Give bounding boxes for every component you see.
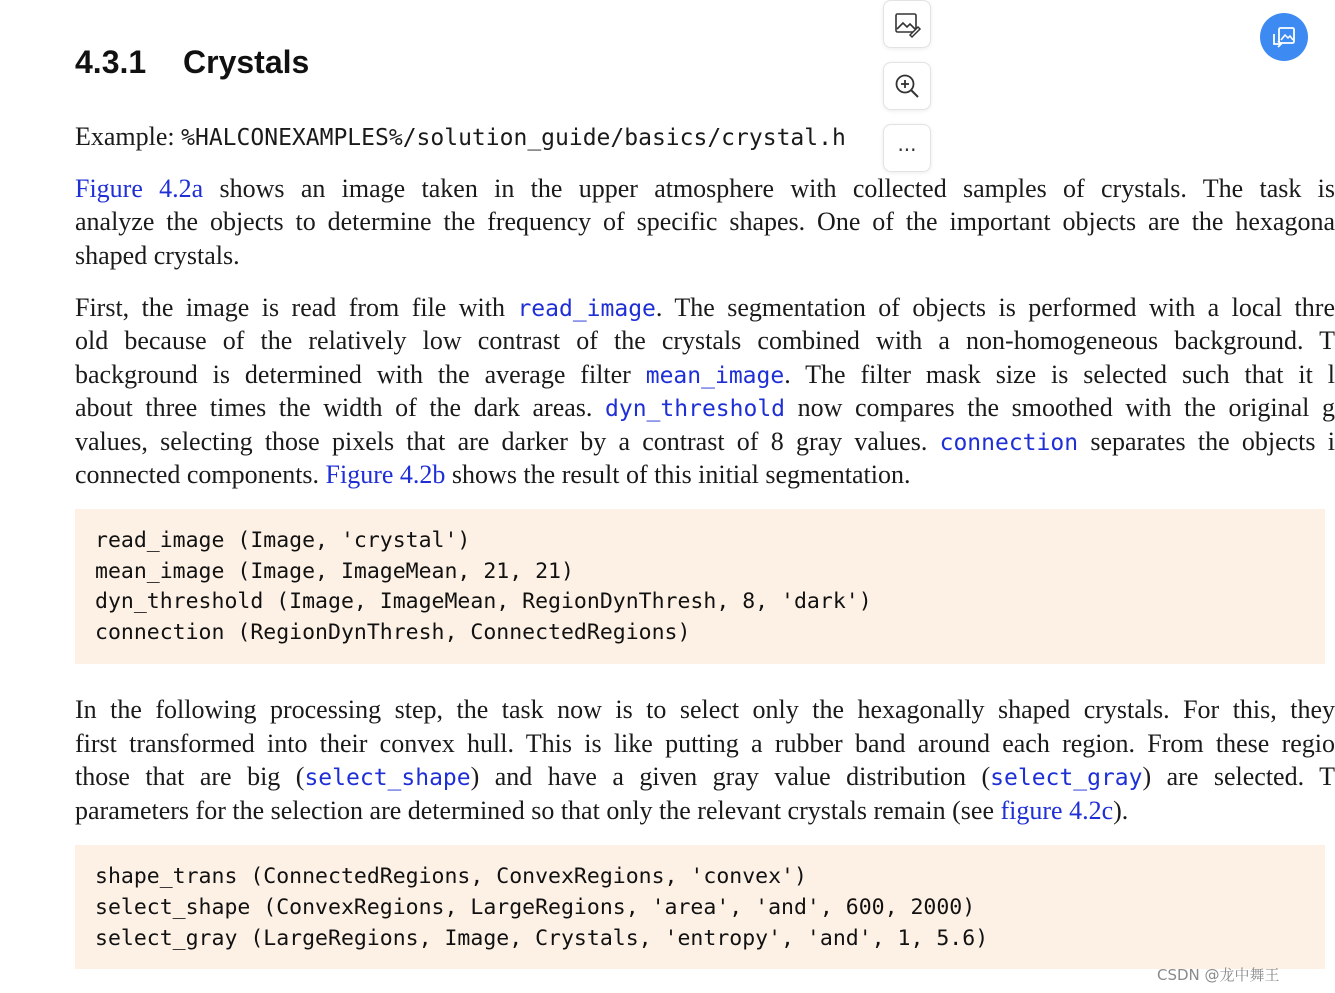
code1-line3: dyn_threshold (Image, ImageMean, RegionDynThresh, 8, 'dark') [95,589,872,614]
translate-button[interactable] [1260,13,1308,61]
translate-image-icon [1269,22,1299,52]
zoom-in-icon [893,72,921,100]
para3-line3-b: ) and have a given gray value distribution ( [470,762,991,791]
para2-line6-b: shows the result of this initial segmentation. [445,460,911,489]
connection-link[interactable]: connection [939,430,1079,456]
example-line [75,122,898,152]
code2-line2: select_shape (ConvexRegions, LargeRegions, 'area', 'and', 600, 2000) [95,895,976,920]
mean-image-link[interactable]: mean_image [645,363,785,389]
para3-line2: first transformed into their convex hull. This is like putting a rubber band around each region. From these regio [75,729,1335,758]
image-edit-icon [893,10,921,38]
para2-line5-a: values, selecting those pixels that are darker by a contrast of 8 gray values. [75,427,940,456]
para1-line1-text: shows an image taken in the upper atmosphere with collected samples of crystals. The task is [203,174,1335,203]
code-block-1 [75,509,1325,664]
para3-line3 [75,762,1335,792]
example-label: Example: [75,122,175,151]
para2-line4 [75,393,1335,423]
annotate-image-button[interactable] [883,0,931,48]
example-path: %HALCONEXAMPLES%/solution_guide/basics/crystal.h [181,125,846,151]
more-options-button[interactable] [883,124,931,172]
para3-line1: In the following processing step, the task now is to select only the hexagonally shaped crystals. For this, they [75,695,1335,724]
para1-line2: analyze the objects to determine the frequency of specific shapes. One of the important objects are the hexagona [75,207,1335,236]
para2-line3 [75,360,1335,390]
para1-line1 [75,174,1335,204]
select-gray-link[interactable]: select_gray [990,765,1143,791]
code2-line3: select_gray (LargeRegions, Image, Crystals, 'entropy', 'and', 1, 5.6) [95,926,989,951]
para2-line6 [75,460,910,490]
para2-line3-b: . The filter mask size is selected such that it l [784,360,1335,389]
para3-line4-b: ). [1113,796,1129,825]
figure-4-2a-link[interactable]: Figure 4.2a [75,174,204,203]
para2-line6-a: connected components. [75,460,326,489]
read-image-link[interactable]: read_image [517,296,656,322]
para2-line1-b: . The segmentation of objects is performed with a local thre [655,293,1335,322]
para2-line4-a: about three times the width of the dark areas. [75,393,606,422]
code-block-2 [75,845,1325,969]
para2-line1 [75,293,1335,323]
section-heading [75,44,309,81]
code1-line1: read_image (Image, 'crystal') [95,528,471,553]
para3-line4 [75,796,1128,826]
section-number: 4.3.1 [75,44,147,80]
para2-line3-a: background is determined with the average filter [75,360,646,389]
zoom-in-button[interactable] [883,62,931,110]
para3-line4-a: parameters for the selection are determined so that only the relevant crystals remain (see [75,796,1001,825]
code1-line4: connection (RegionDynThresh, ConnectedRegions) [95,620,691,645]
dyn-threshold-link[interactable]: dyn_threshold [605,396,786,422]
para3-line3-c: ) are selected. T [1142,762,1335,791]
figure-4-2b-link[interactable]: Figure 4.2b [325,460,446,489]
more-icon: ... [897,132,917,156]
section-title: Crystals [183,44,310,80]
csdn-watermark: CSDN @龙中舞王 [1157,966,1280,984]
select-shape-link[interactable]: select_shape [304,765,471,791]
para1-line3: shaped crystals. [75,241,240,270]
para2-line5-b: separates the objects i [1078,427,1335,456]
para2-line2: old because of the relatively low contrast of the crystals combined with a non-homogeneous background. T [75,326,1335,355]
para2-line1-a: First, the image is read from file with [75,293,518,322]
para2-line5 [75,427,1335,457]
code2-line1: shape_trans (ConnectedRegions, ConvexRegions, 'convex') [95,864,807,889]
figure-4-2c-link[interactable]: figure 4.2c [1000,796,1114,825]
para2-line4-b: now compares the smoothed with the original g [785,393,1335,422]
para3-line3-a: those that are big ( [75,762,305,791]
code1-line2: mean_image (Image, ImageMean, 21, 21) [95,559,574,584]
